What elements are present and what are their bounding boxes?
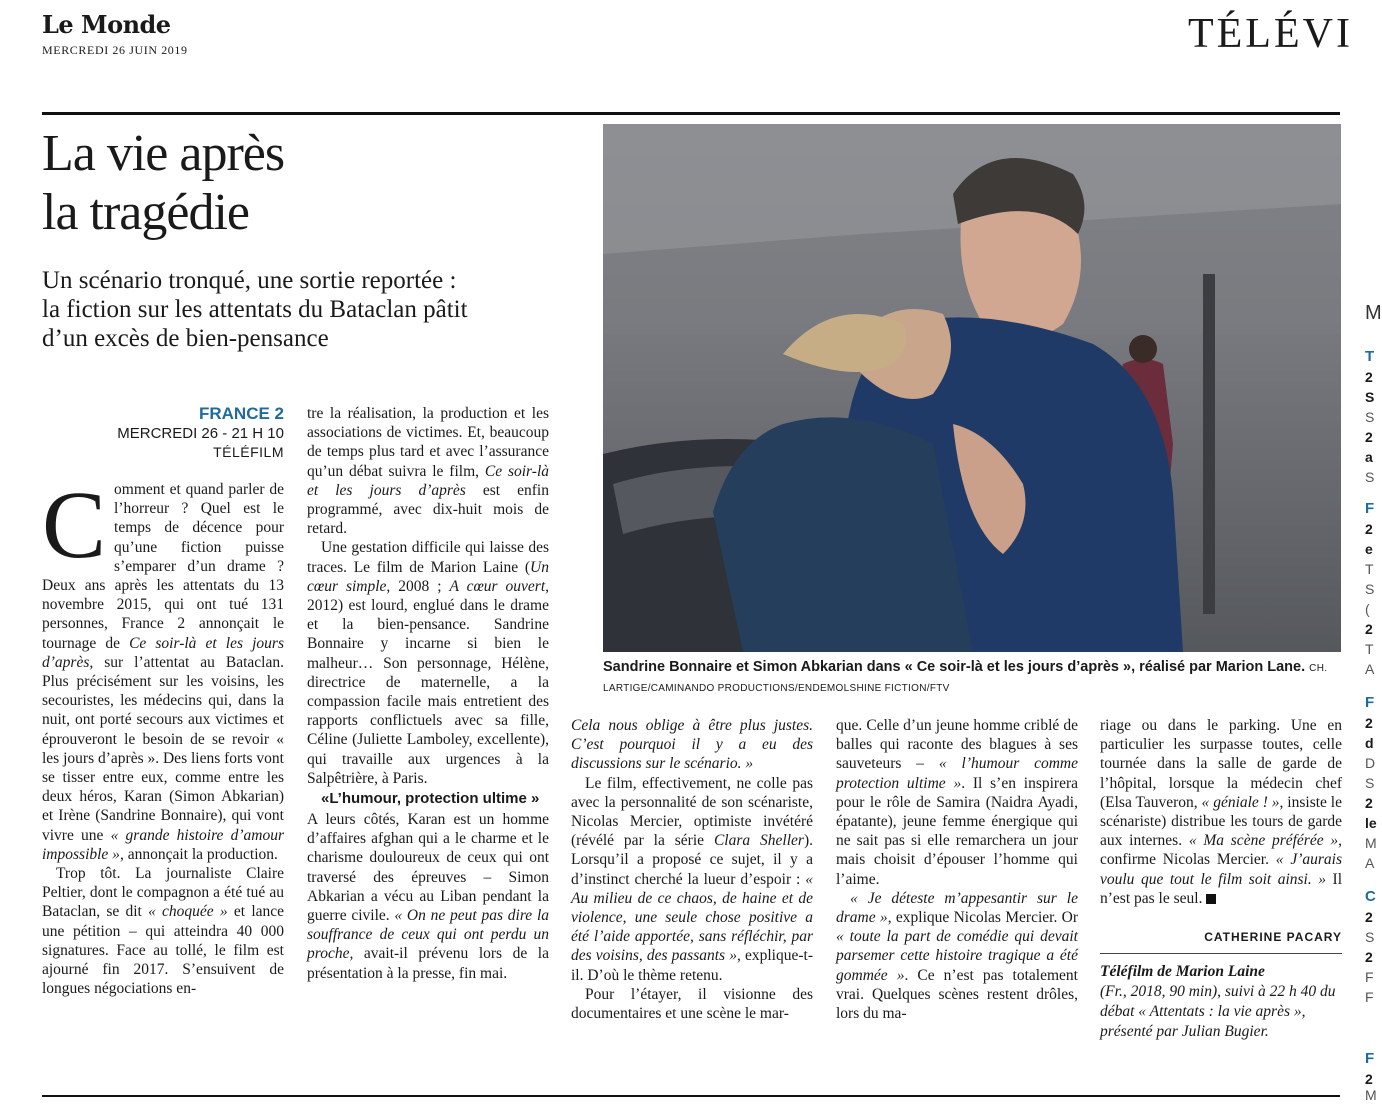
sidebar-letter: C [1365,888,1376,905]
masthead-logo[interactable]: Le Monde [42,10,171,39]
sidebar-letter: A [1365,855,1375,871]
dek-line-3: d’un excès de bien-pensance [42,325,329,352]
sidebar-letter: M [1365,835,1377,851]
sidebar-letter: e [1365,541,1373,557]
schedule: MERCREDI 26 - 21 H 10 [117,425,284,442]
sidebar-letter: 2 [1365,909,1373,925]
byline: CATHERINE PACARY [1204,930,1342,944]
sidebar-letter: S [1365,581,1375,597]
top-rule [42,112,1340,115]
sidebar-letter: T [1365,561,1374,577]
sidebar-letter: F [1365,694,1375,711]
paragraph: tre la réalisation, la production et les associations de victimes. Et, beaucoup de temps plus tard et avec l’assurance qu’un débat suivra le film, Ce soir-là et les jours d’après est enfin programmé, avec dix-huit mois de retard. [307,405,549,538]
paragraph: A leurs côtés, Karan est un homme d’affaires afghan qui a le charme et le charisme douloureux de ceux qui ont traversé des épreuves – Simon Abkarian a vécu au Liban pendant la guerre civile. « On ne peut pas dire la souffrance de ceux qui ont perdu un proche, avait-il prévenu lors de la présentation à la presse, fin mai. [307,811,549,982]
column-4 [836,716,1078,1090]
sidebar-letter: T [1365,641,1374,657]
paragraph: Une gestation difficile qui laisse des traces. Le film de Marion Laine (Un cœur simple, 2008 ; A cœur ouvert, 2012) est lourd, englué dans le drame et la bien-pensance. Sandrine Bonnaire y incarne si bien le malheur… Son personnage, Hélène, directrice de maternelle, a la compassion facile mais entretient des rapports conflictuels avec sa fille, Céline (Juliette Lamboley, excellente), qui travaille aux urgences à la Salpêtrière, à Paris. [307,539,550,787]
sidebar-letter: S [1365,469,1375,485]
sidebar-letter: F [1365,989,1374,1005]
paragraph: riage ou dans le parking. Une en particulier les surpasse toutes, celle tournée dans la salle de garde de l’hôpital, lorsque la médecin chef (Elsa Tauveron, « géniale ! », insiste le scénariste) distribue les tours de garde aux internes. « Ma scène préférée », confirme Nicolas Mercier. « J’aurais voulu que tout le film soit ainsi. » Il n’est pas le seul. [1100,717,1342,907]
article-photo [603,124,1341,652]
credits-details: (Fr., 2018, 90 min), suivi à 22 h 40 du débat « Attentats : la vie après », présenté par Julian Bugier. [1100,983,1336,1040]
photo-credit: CH. LARTIGE/CAMINANDO PRODUCTIONS/ENDEMOLSHINE FICTION/FTV [603,663,1328,694]
dek-line-1: Un scénario tronqué, une sortie reportée : [42,267,457,294]
drop-cap: C [42,471,107,578]
headline [42,124,582,242]
sidebar-letter: S [1365,775,1375,791]
sidebar-letter: 2 [1365,621,1373,637]
sidebar-letter: d [1365,735,1374,751]
sidebar-letter: A [1365,661,1375,677]
bottom-rule [42,1095,1340,1097]
photo-illustration [603,124,1341,652]
credits-divider [1100,953,1342,954]
section-title: TÉLÉVI [1188,11,1353,57]
sidebar-letter: 2 [1365,795,1373,811]
sidebar-letter: S [1365,409,1375,425]
broadcast-info [42,404,284,461]
column-1 [42,471,285,1090]
sidebar-letter: F [1365,969,1374,985]
sidebar-letter: a [1365,449,1373,465]
dek [42,266,582,353]
sidebar-letter: M [1365,1087,1377,1103]
film-credits [1100,962,1342,1042]
sidebar-letter: 2 [1365,369,1373,385]
paragraph: Cela nous oblige à être plus justes. C’est pourquoi il y a eu des discussions sur le scénario. » [571,717,813,773]
sidebar-letter: F [1365,1050,1375,1067]
sidebar-letter: F [1365,500,1375,517]
credits-title: Téléfilm de Marion Laine [1100,963,1265,980]
sidebar-letter: 2 [1365,429,1373,445]
column-2 [307,404,549,1094]
paragraph: que. Celle d’un jeune homme criblé de balles qui raconte des blagues à ses sauveteurs – « l’humour comme protection ultime ». Il s’en inspirera pour le rôle de Samira (Naidra Ayadi, épatante), jeune femme énergique qui ne sait pas si elle remarchera un jour mais choisit d’épouser l’homme qui l’aime. [836,717,1079,888]
photo-caption: Sandrine Bonnaire et Simon Abkarian dans « Ce soir-là et les jours d’après », réalisé par Marion Lane. CH. LARTIGE/CAMINANDO PRODUCTIONS/ENDEMOLSHINE FICTION/FTV [603,659,1328,694]
sidebar-letter: 2 [1365,715,1373,731]
genre: TÉLÉFILM [213,444,284,460]
paragraph: Trop tôt. La journaliste Claire Peltier, dont le compagnon a été tué au Bataclan, se dit « choquée » et lance une pétition – qui atteindra 40 000 signatures. Face au tollé, le film est ajourné fin 2017. S’ensuivent de longues négociations en- [42,865,285,998]
issue-date: MERCREDI 26 JUIN 2019 [42,43,188,57]
sidebar-letter: S [1365,389,1375,405]
sidebar-letter: D [1365,755,1376,771]
end-mark-icon [1206,894,1216,904]
sidebar-letter: 2 [1365,1071,1373,1087]
sidebar-letter: M [1365,302,1382,324]
sidebar-letter: S [1365,929,1375,945]
channel-name: FRANCE 2 [198,404,284,423]
column-3 [571,716,813,1090]
paragraph: Comment et quand parler de l’horreur ? Quel est le temps de décence pour qu’une fiction puisse s’emparer d’un drame ? Deux ans après les attentats du 13 novembre 2015, qui ont tué 131 personnes, France 2 annonçait le tournage de Ce soir-là et les jours d’après, sur l’attentat au Bataclan. Plus précisément sur les voisins, les secouristes, les médecins qui, dans la nuit, ont porté secours aux victimes et éprouveront le besoin de se revoir « les jours d’après ». Des liens forts vont se tisser entre eux, comme entre les deux héros, Karan (Simon Abkarian) et Irène (Sandrine Bonnaire), qui vont vivre une « grande histoire d’amour impossible », annonçait la production. [42,471,284,863]
dek-line-2: la fiction sur les attentats du Bataclan pâtit [42,296,468,323]
headline-line-2: la tragédie [42,184,249,241]
paragraph: « Je déteste m’appesantir sur le drame », explique Nicolas Mercier. Or « toute la part de comédie qui devait parsemer cette histoire tragique a été gommée ». Ce n’est pas totalement vrai. Quelques scènes restent drôles, lors du ma- [836,889,1078,1023]
headline-line-1: La vie après [42,125,285,182]
paragraph: Le film, effectivement, ne colle pas avec la personnalité de son scénariste, Nicolas Mercier, optimiste invétéré (révélé par la série Clara Sheller). Lorsqu’il a proposé ce sujet, il y a d’instinct cherché la lueur d’espoir : « Au milieu de ce chaos, de haine et de violence, une seule chose positive a été l’aide apportée, sans réfléchir, par des voisins, des passants », explique-t-il. D’où le thème retenu. [571,774,813,984]
sidebar-letter: 2 [1365,949,1373,965]
sidebar-letter: 2 [1365,521,1373,537]
intertitle: «L’humour, protection ultime » [321,790,540,808]
paragraph: Pour l’étayer, il visionne des documentaires et une scène le mar- [571,985,813,1023]
sidebar-letter: ( [1365,601,1370,617]
sidebar-letter: T [1365,348,1375,365]
sidebar-letter: le [1365,815,1377,831]
